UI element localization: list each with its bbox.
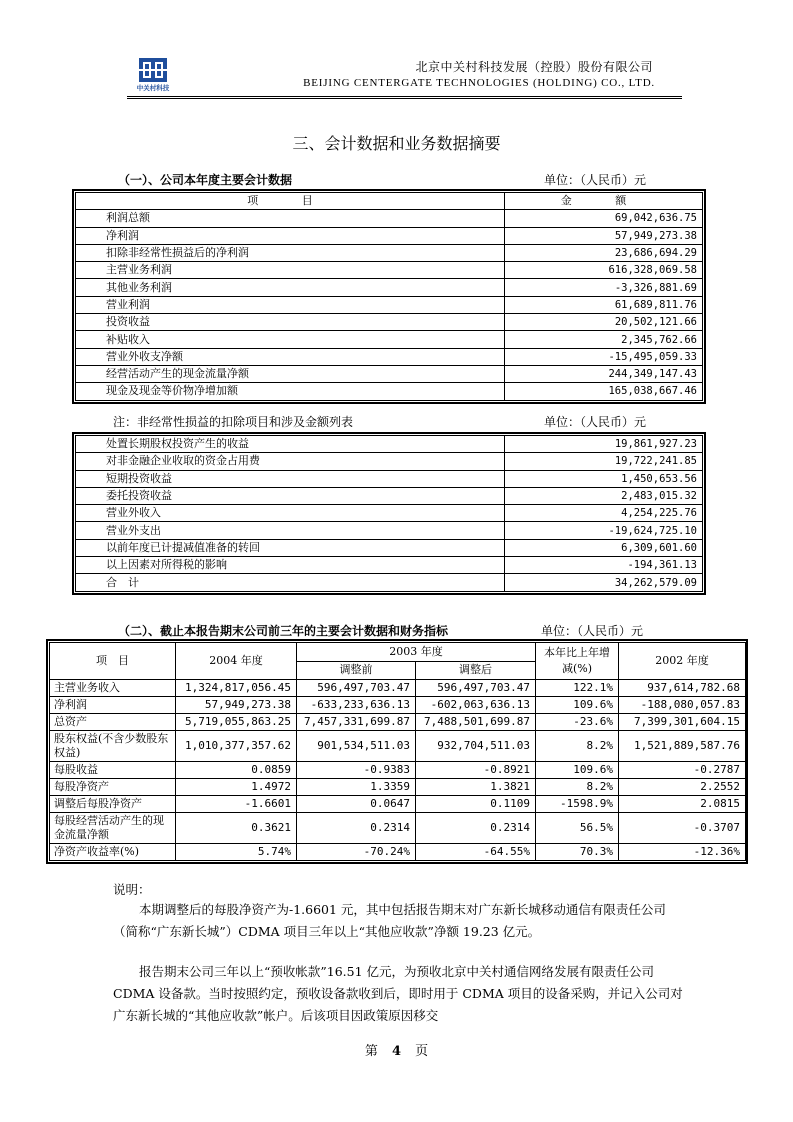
header-rule-2	[127, 98, 682, 99]
row-label: 营业外支出	[76, 522, 505, 539]
row-label: 每股收益	[50, 762, 176, 779]
cell-after: -0.8921	[416, 762, 536, 779]
row-value: 34,262,579.09	[505, 574, 703, 591]
cell-before: 0.2314	[297, 813, 416, 844]
row-label: 利润总额	[76, 210, 505, 227]
cell-v2002: 2.0815	[619, 796, 746, 813]
cell-v2004: 1.4972	[176, 779, 297, 796]
part2-unit: 单位：（人民币）元	[541, 624, 644, 638]
note-unit: 单位：（人民币）元	[544, 415, 647, 429]
table-row	[76, 505, 703, 522]
logo-text: 中关村科技	[136, 84, 170, 92]
cell-after: 1.3821	[416, 779, 536, 796]
cell-after: 7,488,501,699.87	[416, 714, 536, 731]
explanation-paragraph-2: 报告期末公司三年以上“预收帐款”16.51 亿元，为预收北京中关村通信网络发展有限责任公司 CDMA 设备款。当时按照约定，预收设备款收到后，即时用于 CDMA 项目的设备采购，并记入公司对广东新长城的“其他应收款”帐户。后该项目因政策原因移交	[113, 964, 683, 1023]
row-label: 以前年度已计提减值准备的转回	[76, 539, 505, 556]
cell-before: 596,497,703.47	[297, 680, 416, 697]
cell-after: 0.2314	[416, 813, 536, 844]
table-row	[50, 680, 746, 697]
cell-v2004: 0.3621	[176, 813, 297, 844]
row-label: 短期投资收益	[76, 470, 505, 487]
cell-v2004: 0.0859	[176, 762, 297, 779]
col-after-header: 调整后	[416, 661, 536, 680]
row-value: 20,502,121.66	[505, 314, 703, 331]
table-row	[76, 436, 703, 453]
cell-change: -23.6%	[536, 714, 619, 731]
row-label: 净利润	[76, 227, 505, 244]
cell-v2002: -0.3707	[619, 813, 746, 844]
page-number: 4	[391, 1044, 402, 1059]
table-header-row	[76, 193, 703, 210]
cell-v2004: 1,010,377,357.62	[176, 731, 297, 762]
col-change-header: 本年比上年增减(%)	[536, 643, 619, 680]
row-value: 2,483,015.32	[505, 487, 703, 504]
table-row	[50, 697, 746, 714]
table-row	[50, 844, 746, 861]
cell-change: 8.2%	[536, 779, 619, 796]
company-name-en: BEIJING CENTERGATE TECHNOLOGIES (HOLDING) CO., LTD.	[303, 77, 655, 89]
table-row	[76, 314, 703, 331]
col-amount-header: 金 额	[505, 193, 703, 210]
part1-unit: 单位：（人民币）元	[544, 173, 647, 187]
row-label: 股东权益(不含少数股东权益)	[50, 731, 176, 762]
row-value: 19,722,241.85	[505, 453, 703, 470]
row-label: 合 计	[76, 574, 505, 591]
row-label: 补贴收入	[76, 331, 505, 348]
cell-before: -0.9383	[297, 762, 416, 779]
cell-v2002: 937,614,782.68	[619, 680, 746, 697]
col-item-header: 项 目	[76, 193, 505, 210]
row-value: 244,349,147.43	[505, 365, 703, 382]
part2-title: （二）、截止本报告期末公司前三年的主要会计数据和财务指标	[118, 624, 449, 638]
cell-before: 901,534,511.03	[297, 731, 416, 762]
table-row	[76, 227, 703, 244]
row-label: 现金及现金等价物净增加额	[76, 383, 505, 400]
table-row	[50, 813, 746, 844]
cell-v2002: 1,521,889,587.76	[619, 731, 746, 762]
table-row	[50, 796, 746, 813]
non-recurring-table	[72, 432, 706, 595]
row-label: 调整后每股净资产	[50, 796, 176, 813]
section-title: 三、会计数据和业务数据摘要	[292, 134, 501, 153]
row-label: 对非金融企业收取的资金占用费	[76, 453, 505, 470]
row-label: 委托投资收益	[76, 487, 505, 504]
col-2002-header: 2002 年度	[619, 643, 746, 680]
row-value: 69,042,636.75	[505, 210, 703, 227]
cell-change: 109.6%	[536, 762, 619, 779]
row-value: 4,254,225.76	[505, 505, 703, 522]
row-value: 165,038,667.46	[505, 383, 703, 400]
table-row	[76, 244, 703, 261]
row-label: 主营业务收入	[50, 680, 176, 697]
table-row	[76, 348, 703, 365]
cell-after: 0.1109	[416, 796, 536, 813]
cell-v2002: 7,399,301,604.15	[619, 714, 746, 731]
table-row	[76, 539, 703, 556]
row-label: 营业外收支净额	[76, 348, 505, 365]
table-row	[50, 731, 746, 762]
table-row	[76, 365, 703, 382]
table-row	[76, 487, 703, 504]
row-label: 总资产	[50, 714, 176, 731]
table-row	[76, 296, 703, 313]
row-value: 19,861,927.23	[505, 436, 703, 453]
row-label: 经营活动产生的现金流量净额	[76, 365, 505, 382]
row-label: 营业利润	[76, 296, 505, 313]
page-footer	[0, 1040, 793, 1059]
cell-change: 56.5%	[536, 813, 619, 844]
row-value: -3,326,881.69	[505, 279, 703, 296]
cell-v2002: -188,080,057.83	[619, 697, 746, 714]
row-value: 6,309,601.60	[505, 539, 703, 556]
row-value: -19,624,725.10	[505, 522, 703, 539]
cell-before: 1.3359	[297, 779, 416, 796]
row-value: 616,328,069.58	[505, 262, 703, 279]
col-2004-header: 2004 年度	[176, 643, 297, 680]
col-2003-header: 2003 年度	[297, 643, 536, 662]
cell-change: 8.2%	[536, 731, 619, 762]
row-label: 处置长期股权投资产生的收益	[76, 436, 505, 453]
cell-after: -602,063,636.13	[416, 697, 536, 714]
row-label: 其他业务利润	[76, 279, 505, 296]
header-rule	[127, 96, 682, 97]
cell-v2004: 57,949,273.38	[176, 697, 297, 714]
explanation-paragraph-1: 本期调整后的每股净资产为-1.6601 元，其中包括报告期末对广东新长城移动通信有限责任公司（简称“广东新长城”）CDMA 项目三年以上“其他应收款”净额 19.23 亿元。	[113, 902, 666, 939]
row-value: 23,686,694.29	[505, 244, 703, 261]
cell-before: -633,233,636.13	[297, 697, 416, 714]
main-accounting-table	[72, 189, 706, 404]
row-label: 主营业务利润	[76, 262, 505, 279]
table-row	[76, 279, 703, 296]
cell-v2004: 1,324,817,056.45	[176, 680, 297, 697]
col-item-header: 项 目	[50, 643, 176, 680]
row-value: 61,689,811.76	[505, 296, 703, 313]
col-before-header: 调整前	[297, 661, 416, 680]
cell-v2002: 2.2552	[619, 779, 746, 796]
row-label: 以上因素对所得税的影响	[76, 557, 505, 574]
cell-v2002: -0.2787	[619, 762, 746, 779]
cell-after: -64.55%	[416, 844, 536, 861]
company-logo	[133, 58, 173, 92]
table-row	[76, 522, 703, 539]
cell-after: 596,497,703.47	[416, 680, 536, 697]
row-value: 2,345,762.66	[505, 331, 703, 348]
table-row	[50, 714, 746, 731]
row-label: 净资产收益率(%)	[50, 844, 176, 861]
row-label: 扣除非经常性损益后的净利润	[76, 244, 505, 261]
cell-before: 0.0647	[297, 796, 416, 813]
table-row	[76, 453, 703, 470]
cell-v2004: -1.6601	[176, 796, 297, 813]
page-suffix: 页	[415, 1044, 429, 1059]
cell-before: -70.24%	[297, 844, 416, 861]
row-label: 净利润	[50, 697, 176, 714]
table-row	[76, 210, 703, 227]
note-title: 注：非经常性损益的扣除项目和涉及金额列表	[113, 415, 354, 429]
row-value: 57,949,273.38	[505, 227, 703, 244]
cell-before: 7,457,331,699.87	[297, 714, 416, 731]
explanation-heading: 说明：	[113, 882, 151, 897]
three-year-table	[46, 639, 748, 864]
row-value: -15,495,059.33	[505, 348, 703, 365]
cell-change: 109.6%	[536, 697, 619, 714]
cell-v2002: -12.36%	[619, 844, 746, 861]
table-row	[76, 557, 703, 574]
row-label: 营业外收入	[76, 505, 505, 522]
row-value: -194,361.13	[505, 557, 703, 574]
row-label: 投资收益	[76, 314, 505, 331]
table-row	[76, 470, 703, 487]
part1-title: （一）、公司本年度主要会计数据	[118, 173, 293, 187]
table-row	[76, 331, 703, 348]
table-row	[50, 779, 746, 796]
company-name-cn: 北京中关村科技发展（控股）股份有限公司	[415, 60, 653, 74]
table-row	[50, 762, 746, 779]
cell-change: -1598.9%	[536, 796, 619, 813]
cell-change: 122.1%	[536, 680, 619, 697]
table-row	[76, 262, 703, 279]
table-row	[76, 383, 703, 400]
page-prefix: 第	[364, 1044, 378, 1059]
cell-v2004: 5.74%	[176, 844, 297, 861]
cell-v2004: 5,719,055,863.25	[176, 714, 297, 731]
cell-change: 70.3%	[536, 844, 619, 861]
row-value: 1,450,653.56	[505, 470, 703, 487]
row-label: 每股净资产	[50, 779, 176, 796]
row-label: 每股经营活动产生的现金流量净额	[50, 813, 176, 844]
table-row	[76, 574, 703, 591]
cell-after: 932,704,511.03	[416, 731, 536, 762]
